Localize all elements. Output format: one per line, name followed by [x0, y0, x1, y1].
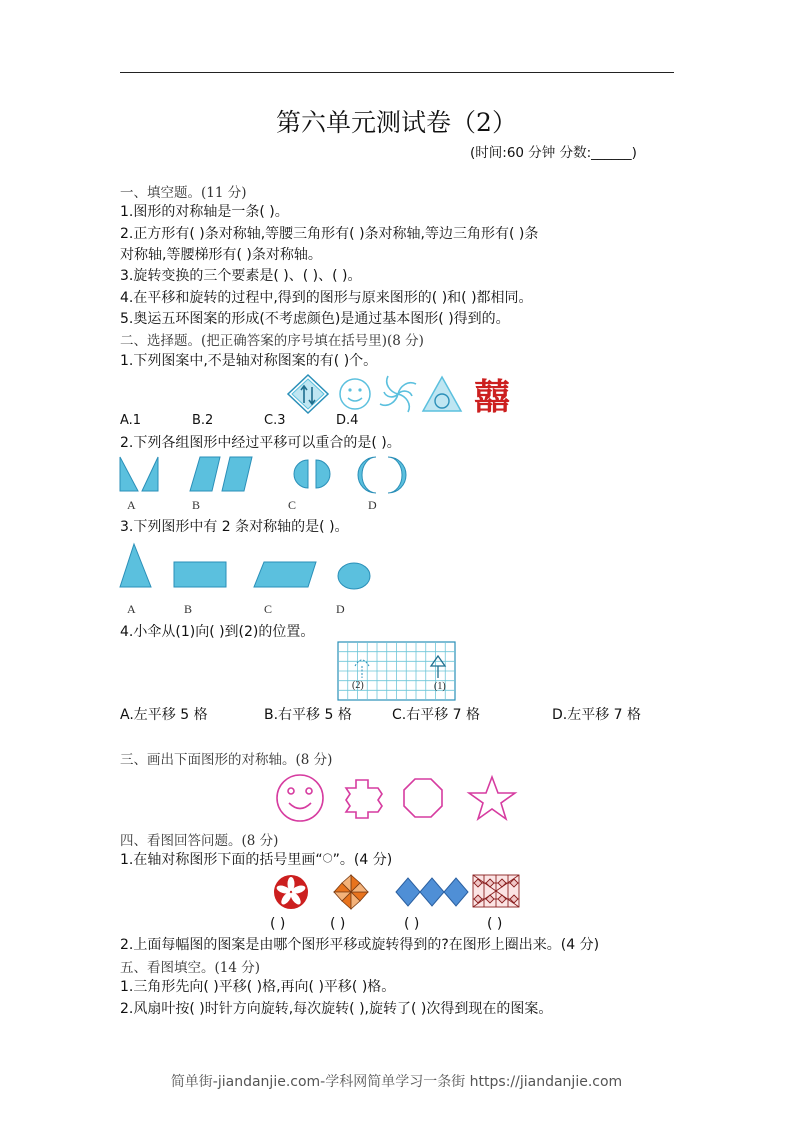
- mirrored-triangles-icon: [120, 457, 158, 491]
- s2-q1-option-b: B.2: [192, 413, 214, 428]
- s2-q1-figures: [286, 373, 516, 418]
- s4-q1-end: ”。(4 分): [332, 852, 393, 868]
- section-4-heading: 四、看图回答问题。(8 分): [120, 833, 279, 849]
- s1-question-4: 4.在平移和旋转的过程中,得到的图形与原来图形的( )和( )都相同。: [120, 290, 533, 306]
- smiley-icon: [340, 379, 370, 409]
- time-score-line: (时间:60 分钟 分数:______): [470, 145, 637, 161]
- s2-q4-option-c: C.右平移 7 格: [392, 707, 481, 723]
- s2-q2-label-b: B: [192, 498, 201, 512]
- star-icon: [469, 777, 515, 819]
- isosceles-triangle-icon: [120, 544, 151, 587]
- page-title: 第六单元测试卷（2）: [276, 108, 517, 137]
- bauhinia-flower-icon: [274, 875, 308, 909]
- s2-q2-label-a: A: [127, 498, 136, 512]
- s4-blank-4[interactable]: ( ): [487, 916, 503, 932]
- s2-q1-option-d: D.4: [336, 413, 359, 428]
- s2-q3-label-d: D: [336, 602, 345, 616]
- diamond-arrows-icon: [288, 375, 328, 413]
- circle-icon: [338, 563, 370, 589]
- half-circles-icon: [288, 460, 330, 488]
- grid-label-2: (2): [352, 680, 364, 691]
- section-2-heading: 二、选择题。(把正确答案的序号填在括号里)(8 分): [120, 333, 424, 349]
- s2-q3-label-c: C: [264, 602, 273, 616]
- svg-text:囍: 囍: [474, 377, 511, 418]
- crescents-icon: [358, 457, 406, 493]
- s5-question-2: 2.风扇叶按( )时针方向旋转,每次旋转( ),旋转了( )次得到现在的图案。: [120, 1001, 553, 1017]
- s2-question-2: 2.下列各组图形中经过平移可以重合的是( )。: [120, 435, 401, 451]
- circle-mark: 〇: [322, 854, 333, 865]
- s4-blank-1[interactable]: ( ): [270, 916, 286, 932]
- s1-question-3: 3.旋转变换的三个要素是( )、( )、( )。: [120, 268, 362, 284]
- s5-question-1: 1.三角形先向( )平移( )格,再向( )平移( )格。: [120, 979, 396, 995]
- s2-q4-option-b: B.右平移 5 格: [264, 707, 352, 723]
- s2-q1-option-a: A.1: [120, 413, 142, 428]
- umbrella-grid: [338, 642, 456, 702]
- section-3-heading: 三、画出下面图形的对称轴。(8 分): [120, 752, 333, 768]
- cross-shape-icon: [346, 780, 382, 818]
- smiley-face-icon: [277, 775, 323, 821]
- s1-question-2b: 对称轴,等腰梯形有( )条对称轴。: [120, 247, 322, 263]
- s2-question-4: 4.小伞从(1)向( )到(2)的位置。: [120, 624, 315, 640]
- diamond-row-icon: [396, 878, 468, 906]
- s2-q3-label-b: B: [184, 602, 193, 616]
- parallel-parallelograms-icon: [190, 457, 252, 491]
- s4-question-1: [120, 850, 392, 870]
- pinwheel-swirl-icon: [380, 376, 416, 412]
- octagon-icon: [404, 779, 442, 817]
- s2-q4-option-d: D.左平移 7 格: [552, 707, 642, 723]
- top-rule: [120, 72, 674, 73]
- footer-watermark: 简单街-jiandanjie.com-学科网简单学习一条街 https://jiandanjie.com: [170, 1074, 623, 1090]
- triangle-circle-icon: [423, 377, 461, 411]
- s2-q2-label-c: C: [288, 498, 297, 512]
- s3-figures: [274, 772, 524, 824]
- rectangle-icon: [174, 562, 226, 587]
- section-1-heading: 一、填空题。(11 分): [120, 185, 247, 201]
- s4-blank-2[interactable]: ( ): [330, 916, 346, 932]
- s2-q3-figures: [118, 540, 378, 592]
- s2-q1-option-c: C.3: [264, 413, 286, 428]
- tile-pattern-icon: [473, 875, 519, 907]
- s1-question-2a: 2.正方形有( )条对称轴,等腰三角形有( )条对称轴,等边三角形有( )条: [120, 226, 539, 242]
- s2-q4-option-a: A.左平移 5 格: [120, 707, 208, 723]
- umbrella-1-icon: [431, 656, 445, 678]
- s4-blank-3[interactable]: ( ): [404, 916, 420, 932]
- grid-label-1: (1): [434, 681, 446, 692]
- parallelogram-icon: [254, 562, 316, 587]
- s1-question-1: 1.图形的对称轴是一条( )。: [120, 204, 289, 220]
- section-5-heading: 五、看图填空。(14 分): [120, 960, 261, 976]
- s4-figures: [272, 872, 524, 912]
- s2-q2-label-d: D: [368, 498, 377, 512]
- s4-question-2: 2.上面每幅图的图案是由哪个图形平移或旋转得到的?在图形上圈出来。(4 分): [120, 937, 600, 953]
- double-happiness-icon: [474, 377, 510, 418]
- s2-q2-figures: [118, 455, 418, 495]
- s2-question-3: 3.下列图形中有 2 条对称轴的是( )。: [120, 519, 349, 535]
- s1-question-5: 5.奥运五环图案的形成(不考虑颜色)是通过基本图形( )得到的。: [120, 311, 510, 327]
- s2-question-1: 1.下列图案中,不是轴对称图案的有( )个。: [120, 353, 378, 369]
- s4-q1-text: 1.在轴对称图形下面的括号里画“: [120, 852, 323, 868]
- s2-q3-label-a: A: [127, 602, 136, 616]
- pinwheel-icon: [334, 875, 368, 909]
